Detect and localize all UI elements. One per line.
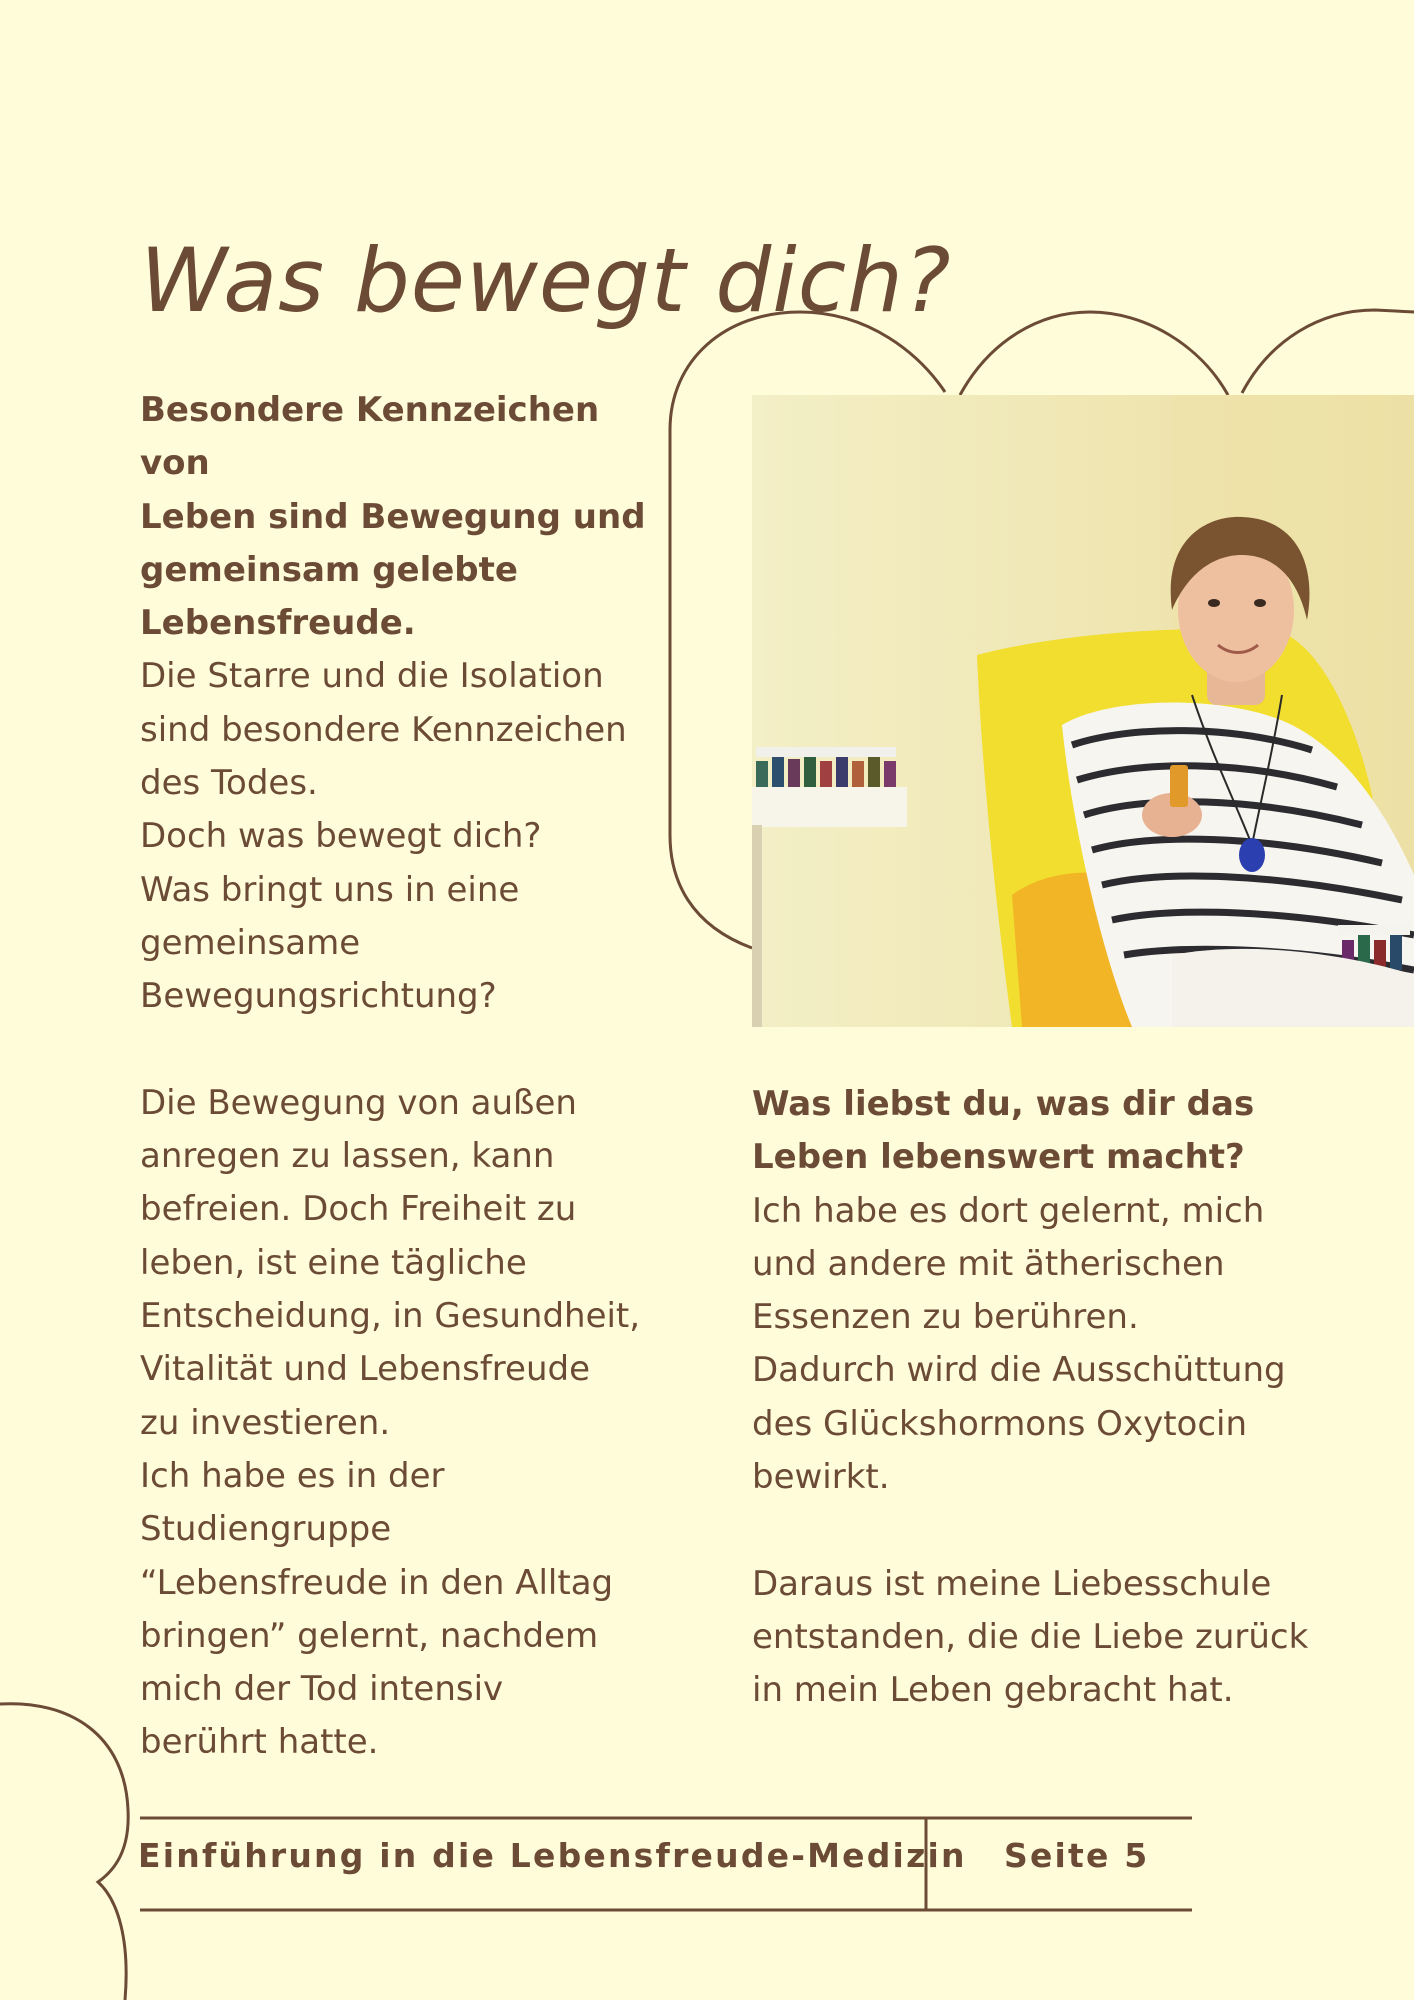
body-line: mich der Tod intensiv bbox=[140, 1669, 504, 1710]
body-line: Die Bewegung von außen bbox=[140, 1082, 577, 1123]
portrait-photo bbox=[752, 395, 1414, 1027]
body-line: befreien. Doch Freiheit zu bbox=[140, 1189, 577, 1230]
body-line: bewirkt. bbox=[752, 1457, 890, 1498]
question-bold-line: Was liebst du, was dir das bbox=[752, 1084, 1255, 1124]
body-line: des Todes. bbox=[140, 763, 318, 804]
page-number: Seite 5 bbox=[1004, 1836, 1150, 1875]
body-line: gemeinsame bbox=[140, 922, 361, 963]
intro-bold-line: Lebensfreude. bbox=[140, 603, 416, 644]
body-line: Ich habe es dort gelernt, mich bbox=[752, 1190, 1265, 1231]
body-line: des Glückshormons Oxytocin bbox=[752, 1403, 1248, 1444]
intro-bold-line: Besondere Kennzeichen von bbox=[140, 390, 600, 484]
left-text-column bbox=[140, 384, 680, 1770]
page-title: Was bewegt dich? bbox=[140, 228, 952, 332]
body-line: Die Starre und die Isolation bbox=[140, 656, 604, 697]
body-line: Daraus ist meine Liebesschule bbox=[752, 1563, 1272, 1604]
body-line: bringen” gelernt, nachdem bbox=[140, 1615, 599, 1656]
body-line: zu investieren. bbox=[140, 1402, 391, 1443]
intro-bold-line: gemeinsam gelebte bbox=[140, 549, 518, 590]
body-line: Doch was bewegt dich? bbox=[140, 816, 542, 857]
body-line: Dadurch wird die Ausschüttung bbox=[752, 1350, 1286, 1391]
body-line: sind besondere Kennzeichen bbox=[140, 709, 627, 750]
body-line: und andere mit ätherischen bbox=[752, 1243, 1225, 1284]
body-line: entstanden, die die Liebe zurück bbox=[752, 1616, 1309, 1657]
right-text-column bbox=[752, 1078, 1372, 1718]
body-line: leben, ist eine tägliche bbox=[140, 1242, 527, 1283]
paragraph-gap bbox=[752, 1504, 1372, 1557]
question-bold-line: Leben lebenswert macht? bbox=[752, 1137, 1245, 1178]
body-line: “Lebensfreude in den Alltag bbox=[140, 1562, 614, 1603]
paragraph-gap bbox=[140, 1024, 680, 1077]
body-line: Was bringt uns in eine bbox=[140, 869, 520, 910]
body-line: Essenzen zu berühren. bbox=[752, 1297, 1139, 1338]
body-line: anregen zu lassen, kann bbox=[140, 1136, 555, 1177]
body-line: Studiengruppe bbox=[140, 1509, 392, 1550]
body-line: Bewegungsrichtung? bbox=[140, 976, 497, 1017]
body-line: Vitalität und Lebensfreude bbox=[140, 1349, 591, 1390]
footer-title: Einführung in die Lebensfreude-Medizin bbox=[138, 1836, 967, 1875]
body-line: in mein Leben gebracht hat. bbox=[752, 1670, 1234, 1711]
intro-bold-line: Leben sind Bewegung und bbox=[140, 496, 646, 537]
body-line: berührt hatte. bbox=[140, 1722, 379, 1763]
body-line: Ich habe es in der bbox=[140, 1455, 445, 1496]
body-line: Entscheidung, in Gesundheit, bbox=[140, 1296, 641, 1337]
